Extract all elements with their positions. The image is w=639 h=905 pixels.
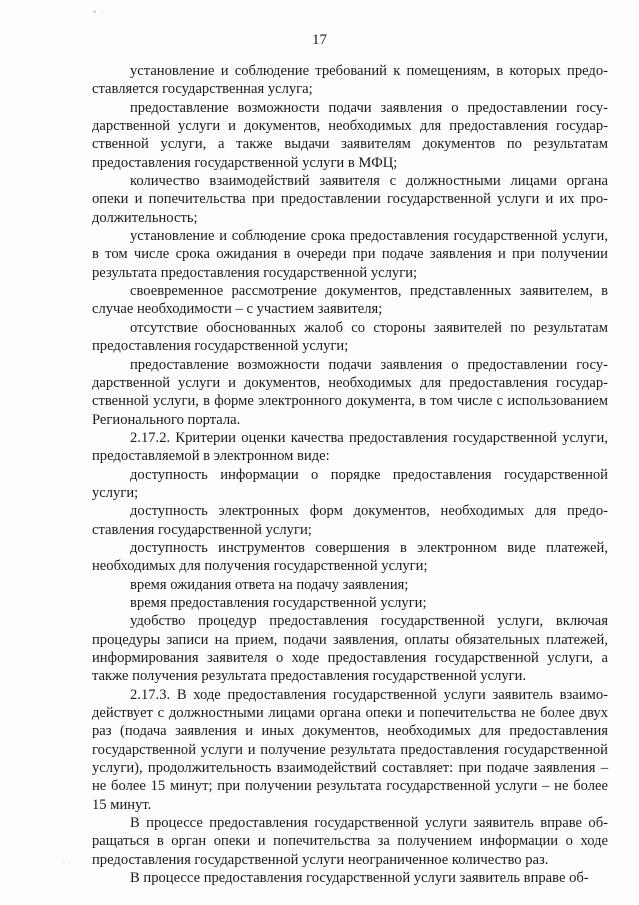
paragraph: время ожидания ответа на подачу заявления; [130, 576, 409, 593]
paragraph: отсутствие обоснованных жалоб со стороны заявителей по результатам предоставления государственной услуги; [92, 319, 608, 355]
section-2-17-2: 2.17.2. Критерии оценки качества предоставления государственной услуги, предоставляемой в электронном виде: [92, 429, 608, 465]
paragraph: доступность электронных форм документов, необходимых для предоставления государственной услуги; [92, 503, 608, 538]
scan-artifact: • · [92, 8, 104, 18]
paragraph: установление и соблюдение срока предоставления государственной услуги, в том числе срока ожидания в очереди при подаче заявления и при получении результата предоставления государственной услуги; [92, 228, 608, 281]
paragraph: количество взаимодействий заявителя с должностными лицами органа опеки и попечительства при предоставлении государственной услуги и их продолжительность; [92, 173, 608, 226]
paragraph: В процессе предоставления государственной услуги заявитель вправе об- [130, 870, 589, 887]
paragraph: предоставление возможности подачи заявления о предоставлении государственной услуги и документов, необходимых для предоставления государственной услуги, а также выдачи заявителям документов по результатам предоставления государственной услуги в МФЦ; [92, 99, 608, 171]
document-body [92, 62, 608, 887]
page-number: 17 [312, 32, 327, 48]
paragraph: доступность инструментов совершения в электронном виде платежей, необходимых для получения государственной услуги; [92, 539, 608, 575]
paragraph: предоставление возможности подачи заявления о предоставлении государственной услуги и документов, необходимых для предоставления государственной услуги, в форме электронного документа, в том числе с использованием Регионального портала. [92, 356, 608, 428]
paragraph: время предоставления государственной услуги; [130, 594, 427, 611]
paragraph: удобство процедур предоставления государственной услуги, включая процедуры записи на прием, подачи заявления, оплаты обязательных платежей, информирования заявителя о ходе предоставления государственной услуги, а также получения результата предоставления государственной услуги. [92, 613, 608, 685]
paragraph: своевременное рассмотрение документов, представленных заявителем, в случае необходимости – с участием заявителя; [92, 283, 608, 318]
paragraph: установление и соблюдение требований к помещениям, в которых предоставляется государственная услуга; [92, 63, 608, 98]
section-2-17-3: 2.17.3. В ходе предоставления государственной услуги заявитель взаимодействует с должностными лицами органа опеки и попечительства не более двух раз (подача заявления и иных документов, необходимых для предоставления государственной услуги и получение результата предоставления государственной услуги), продолжительность взаимодействий составляет: при подаче заявления – не более 15 минут; при получении результата государственной услуги – не более 15 минут. [92, 686, 608, 813]
paragraph: В процессе предоставления государственной услуги заявитель вправе обращаться в орган опеки и попечительства за получением информации о ходе предоставления государственной услуги неограниченное количество раз. [92, 815, 608, 868]
scan-artifact: · · [62, 858, 71, 868]
paragraph: доступность информации о порядке предоставления государственной услуги; [92, 466, 608, 501]
